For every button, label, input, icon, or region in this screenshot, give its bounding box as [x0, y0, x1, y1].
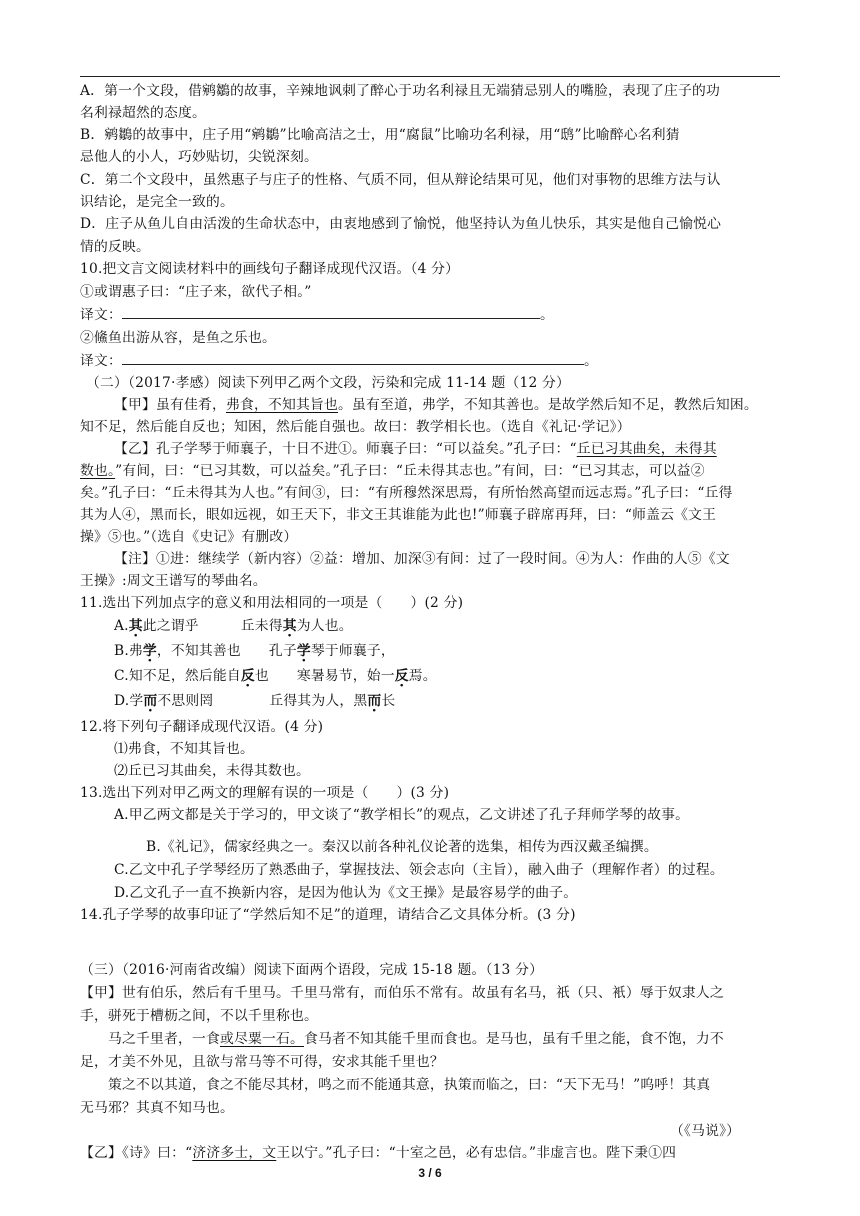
q12-sentence-2: ⑵丘已习其曲矣，未得其数也。	[114, 763, 310, 779]
q11-option-b[interactable]: B.弗学，不知其善也 孔子学琴于师襄子，	[114, 643, 395, 659]
q9-option-b-line1: B．鹓鶵的故事中，庄子用“鹓鶵”比喻高洁之士，用“腐鼠”比喻功名利禄，用“鸱”比喻醉心名利猜	[80, 127, 680, 143]
q9-option-a-line2: 名利禄超然的态度。	[80, 105, 206, 121]
q13-option-d[interactable]: D.乙文孔子一直不换新内容，是因为他认为《文王操》是最容易学的曲子。	[114, 885, 578, 901]
yi-passage-line1: 【乙】孔子学琴于师襄子，十日不进①。师襄子曰：“可以益矣。”孔子曰：“丘已习其曲矣，未得其	[114, 441, 717, 457]
q10-answer-line-2: 译文： 。	[80, 353, 598, 369]
ma-shuo-line1: 【甲】世有伯乐，然后有千里马。千里马常有，而伯乐不常有。故虽有名马，祇（只、衹）辱于奴隶人之	[80, 985, 724, 1001]
q13-stem: 13.选出下列对甲乙两文的理解有误的一项是（ ）(3 分)	[80, 785, 450, 801]
ma-shuo-line3: 马之千里者，一食或尽粟一石。食马者不知其能千里而食也。是马也，虽有千里之能，食不饱，力不	[108, 1031, 724, 1047]
q10-stem: 10.把文言文阅读材料中的画线句子翻译成现代汉语。（4 分）	[80, 261, 460, 277]
q9-option-d-line1: D．庄子从鱼儿自由活泼的生命状态中，由衷地感到了愉悦，他坚持认为鱼儿快乐，其实是他自己愉悦心	[80, 216, 722, 232]
ma-shuo-line6: 无马邪？其真不知马也。	[80, 1100, 234, 1116]
yi-passage-line5: 操》⑤也。”（选自《史记》有删改）	[80, 529, 298, 545]
q13-option-b[interactable]: B.《礼记》，儒家经典之一。秦汉以前各种礼仪论著的选集，相传为西汉戴圣编撰。	[146, 839, 658, 855]
answer-blank[interactable]	[122, 352, 584, 365]
q9-option-b-line2: 忌他人的小人，巧妙贴切，尖锐深刻。	[80, 149, 318, 165]
underlined-sentence: 数也。	[80, 463, 116, 479]
translation-label: 译文：	[80, 307, 122, 323]
ma-shuo-line4: 足，才美不外见，且欲与常马等不可得，安求其能千里也？	[80, 1054, 444, 1070]
underlined-sentence: 丘已习其曲矣，未得其	[576, 441, 717, 457]
yi-passage-3-line1: 【乙】《诗》曰：“济济多士，文王以宁。”孔子曰：“十室之邑，必有忠信。”非虚言也。陛下秉①四	[80, 1145, 677, 1161]
yi-passage-line3: 矣。”孔子曰：“丘未得其为人也。”有间③，曰：“有所穆然深思焉，有所怡然高望而远志焉。”孔子曰：“丘得	[80, 485, 733, 501]
ma-shuo-line2: 手，骈死于槽枥之间，不以千里称也。	[80, 1008, 318, 1024]
underlined-sentence: 弗食，不知其旨也	[225, 397, 338, 413]
q9-option-c-line2: 识结论，是完全一致的。	[80, 194, 234, 210]
q10-sentence-1: ①或谓惠子曰：“庄子来，欲代子相。”	[80, 284, 312, 300]
q13-option-a[interactable]: A.甲乙两文都是关于学习的，甲文谈了“教学相长”的观点，乙文讲述了孔子拜师学琴的故事。	[114, 807, 690, 823]
q12-stem: 12.将下列句子翻译成现代汉语。(4 分)	[80, 719, 324, 735]
q11-option-a[interactable]: A.其此之谓乎 丘未得其为人也。	[114, 618, 353, 634]
translation-label: 译文：	[80, 353, 122, 369]
yi-passage-line2: 数也。”有间，曰：“已习其数，可以益矣。”孔子曰：“丘未得其志也。”有间，曰：“已习其志，可以益②	[80, 463, 705, 479]
q10-answer-line-1: 译文： 。	[80, 307, 554, 323]
jia-passage-line1: 【甲】虽有佳肴，弗食，不知其旨也。虽有至道，弗学，不知其善也。是故学然后知不足，教然后知困。	[114, 397, 758, 413]
q10-sentence-2: ②鯈鱼出游从容，是鱼之乐也。	[80, 330, 276, 346]
top-rule	[80, 76, 780, 77]
q9-option-d-line2: 情的反映。	[80, 239, 150, 255]
source-citation: （《马说》）	[670, 1123, 741, 1139]
notes-line2: 王操》:周文王谱写的琴曲名。	[80, 573, 267, 589]
section-2-header: （二）（2017·孝感）阅读下列甲乙两个文段，污染和完成 11-14 题（12 分）	[86, 375, 570, 391]
ma-shuo-line5: 策之不以其道，食之不能尽其材，鸣之而不能通其意，执策而临之，曰：“天下无马！”呜呼！其真	[108, 1077, 711, 1093]
answer-blank[interactable]	[122, 306, 540, 319]
q11-option-c[interactable]: C.知不足，然后能自反也 寒暑易节，始一反焉。	[114, 668, 437, 684]
q12-sentence-1: ⑴弗食，不知其旨也。	[114, 741, 254, 757]
q9-option-c-line1: C．第二个文段中，虽然惠子与庄子的性格、气质不同，但从辩论结果可见，他们对事物的思维方法与认	[80, 172, 721, 188]
underlined-sentence: 或尽粟一石。	[219, 1031, 304, 1047]
yi-passage-line4: 其为人④，黑而长，眼如远视，如王天下，非文王其谁能为此也!”师襄子辟席再拜，曰：“师盖云《文王	[80, 507, 717, 523]
page-number: 3 / 6	[418, 1166, 442, 1180]
notes-line1: 【注】①进：继续学（新内容）②益：增加、加深③有间：过了一段时间。④为人：作曲的人⑤《文	[114, 551, 730, 567]
q13-option-c[interactable]: C.乙文中孔子学琴经历了熟悉曲子，掌握技法、领会志向（主旨），融入曲子（理解作者）的过程。	[114, 862, 724, 878]
underlined-sentence: 济济多士，文	[192, 1145, 277, 1161]
q14-stem: 14.孔子学琴的故事印证了“学然后知不足”的道理，请结合乙文具体分析。(3 分)	[80, 907, 576, 923]
q9-option-a-line1: A．第一个文段，借鹓鶵的故事，辛辣地讽刺了醉心于功名利禄且无端猜忌别人的嘴脸，表现了庄子的功	[80, 83, 721, 99]
q11-option-d[interactable]: D.学而不思则罔 丘得其为人，黑而长	[114, 693, 396, 709]
section-3-header: （三）（2016·河南省改编）阅读下面两个语段，完成 15-18 题。（13 分）	[80, 962, 544, 978]
jia-passage-line2: 知不足，然后能自反也；知困，然后能自强也。故曰：教学相长也。（选自《礼记·学记》）	[80, 419, 631, 435]
q11-stem: 11.选出下列加点字的意义和用法相同的一项是（ ）(2 分)	[80, 595, 464, 611]
